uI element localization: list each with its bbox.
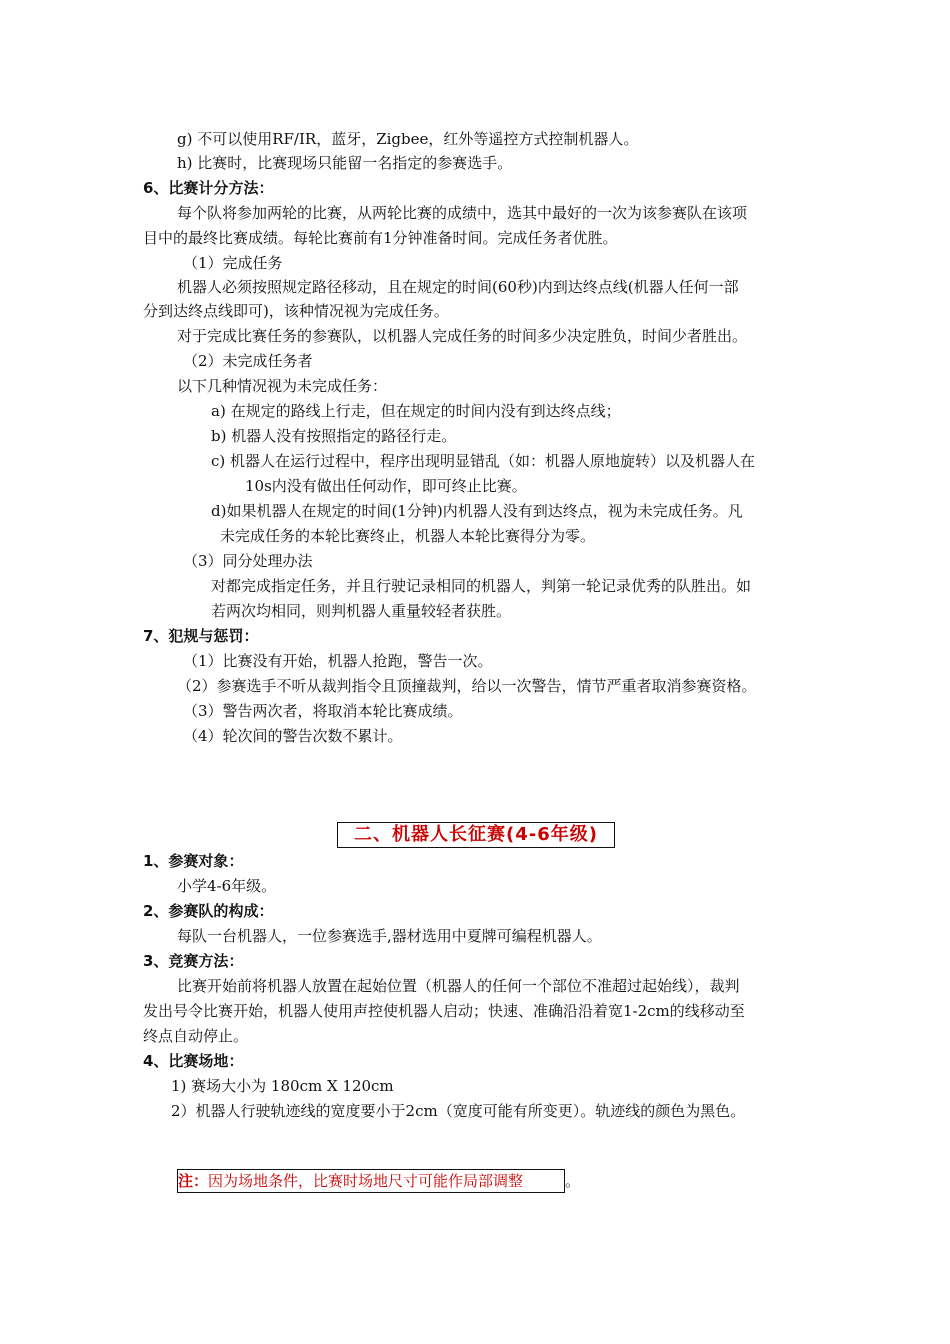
paragraph-line: 机器人必须按照规定路径移动，且在规定的时间(60秒)内到达终点线(机器人任何一部 [177, 278, 739, 296]
heading-participants: 1、参赛对象： [143, 852, 244, 870]
paragraph-line: 目中的最终比赛成绩。每轮比赛前有1分钟准备时间。完成任务者优胜。 [143, 229, 618, 247]
section-title: 二、机器人长征赛(4-6年级) [337, 822, 615, 848]
heading-scoring: 6、比赛计分方法： [143, 179, 274, 197]
rule-h: h) 比赛时，比赛现场只能留一名指定的参赛选手。 [177, 154, 513, 172]
note-box [177, 1169, 565, 1193]
note-text: 因为场地条件，比赛时场地尺寸可能作局部调整 [208, 1172, 524, 1190]
paragraph-line: 发出号令比赛开始，机器人使用声控使机器人启动；快速、准确沿沿着宽1-2cm的线移动至 [143, 1002, 745, 1020]
heading-fouls: 7、犯规与惩罚： [143, 627, 259, 645]
paragraph-line: 终点自动停止。 [143, 1027, 249, 1045]
paragraph-line: 若两次均相同，则判机器人重量较轻者获胜。 [211, 602, 512, 620]
list-item: 2）机器人行驶轨迹线的宽度要小于2cm（宽度可能有所变更）。轨迹线的颜色为黑色。 [171, 1102, 746, 1120]
subheading-tie: （3）同分处理办法 [183, 552, 313, 570]
heading-team: 2、参赛队的构成： [143, 902, 274, 920]
heading-method: 3、竞赛方法： [143, 952, 244, 970]
paragraph-line: 以下几种情况视为未完成任务： [177, 377, 388, 395]
list-item: 1) 赛场大小为 180cm X 120cm [171, 1077, 394, 1095]
subheading-complete: （1）完成任务 [183, 254, 283, 272]
paragraph-line: 对于完成比赛任务的参赛队，以机器人完成任务的时间多少决定胜负，时间少者胜出。 [177, 327, 748, 345]
subheading-incomplete: （2）未完成任务者 [183, 352, 313, 370]
paragraph-line: 每个队将参加两轮的比赛，从两轮比赛的成绩中，选其中最好的一次为该参赛队在该项 [177, 204, 748, 222]
paragraph-line: 小学4-6年级。 [177, 877, 277, 895]
list-item-cont: 未完成任务的本轮比赛终止，机器人本轮比赛得分为零。 [220, 527, 596, 545]
note-period: 。 [565, 1172, 581, 1190]
list-item-cont: 10s内没有做出任何动作，即可终止比赛。 [245, 477, 527, 495]
list-item: b) 机器人没有按照指定的路径行走。 [211, 427, 457, 445]
list-item: d)如果机器人在规定的时间(1分钟)内机器人没有到达终点，视为未完成任务。凡 [211, 502, 743, 520]
paragraph-line: 对都完成指定任务，并且行驶记录相同的机器人，判第一轮记录优秀的队胜出。如 [211, 577, 752, 595]
rule-g: g) 不可以使用RF/IR，蓝牙，Zigbee，红外等遥控方式控制机器人。 [177, 130, 639, 148]
list-item: c) 机器人在运行过程中，程序出现明显错乱（如：机器人原地旋转）以及机器人在 [211, 452, 756, 470]
paragraph-line: 每队一台机器人，一位参赛选手,器材选用中夏牌可编程机器人。 [177, 927, 602, 945]
list-item: （3）警告两次者，将取消本轮比赛成绩。 [183, 702, 463, 720]
heading-venue: 4、比赛场地： [143, 1052, 244, 1070]
note-label: 注： [178, 1172, 209, 1190]
list-item: （4）轮次间的警告次数不累计。 [183, 727, 403, 745]
list-item: （2）参赛选手不听从裁判指令且顶撞裁判，给以一次警告，情节严重者取消参赛资格。 [177, 677, 757, 695]
paragraph-line: 分到达终点线即可)，该种情况视为完成任务。 [143, 302, 449, 320]
paragraph-line: 比赛开始前将机器人放置在起始位置（机器人的任何一个部位不准超过起始线），裁判 [177, 977, 740, 995]
list-item: a) 在规定的路线上行走，但在规定的时间内没有到达终点线； [211, 402, 621, 420]
list-item: （1）比赛没有开始，机器人抢跑，警告一次。 [183, 652, 493, 670]
